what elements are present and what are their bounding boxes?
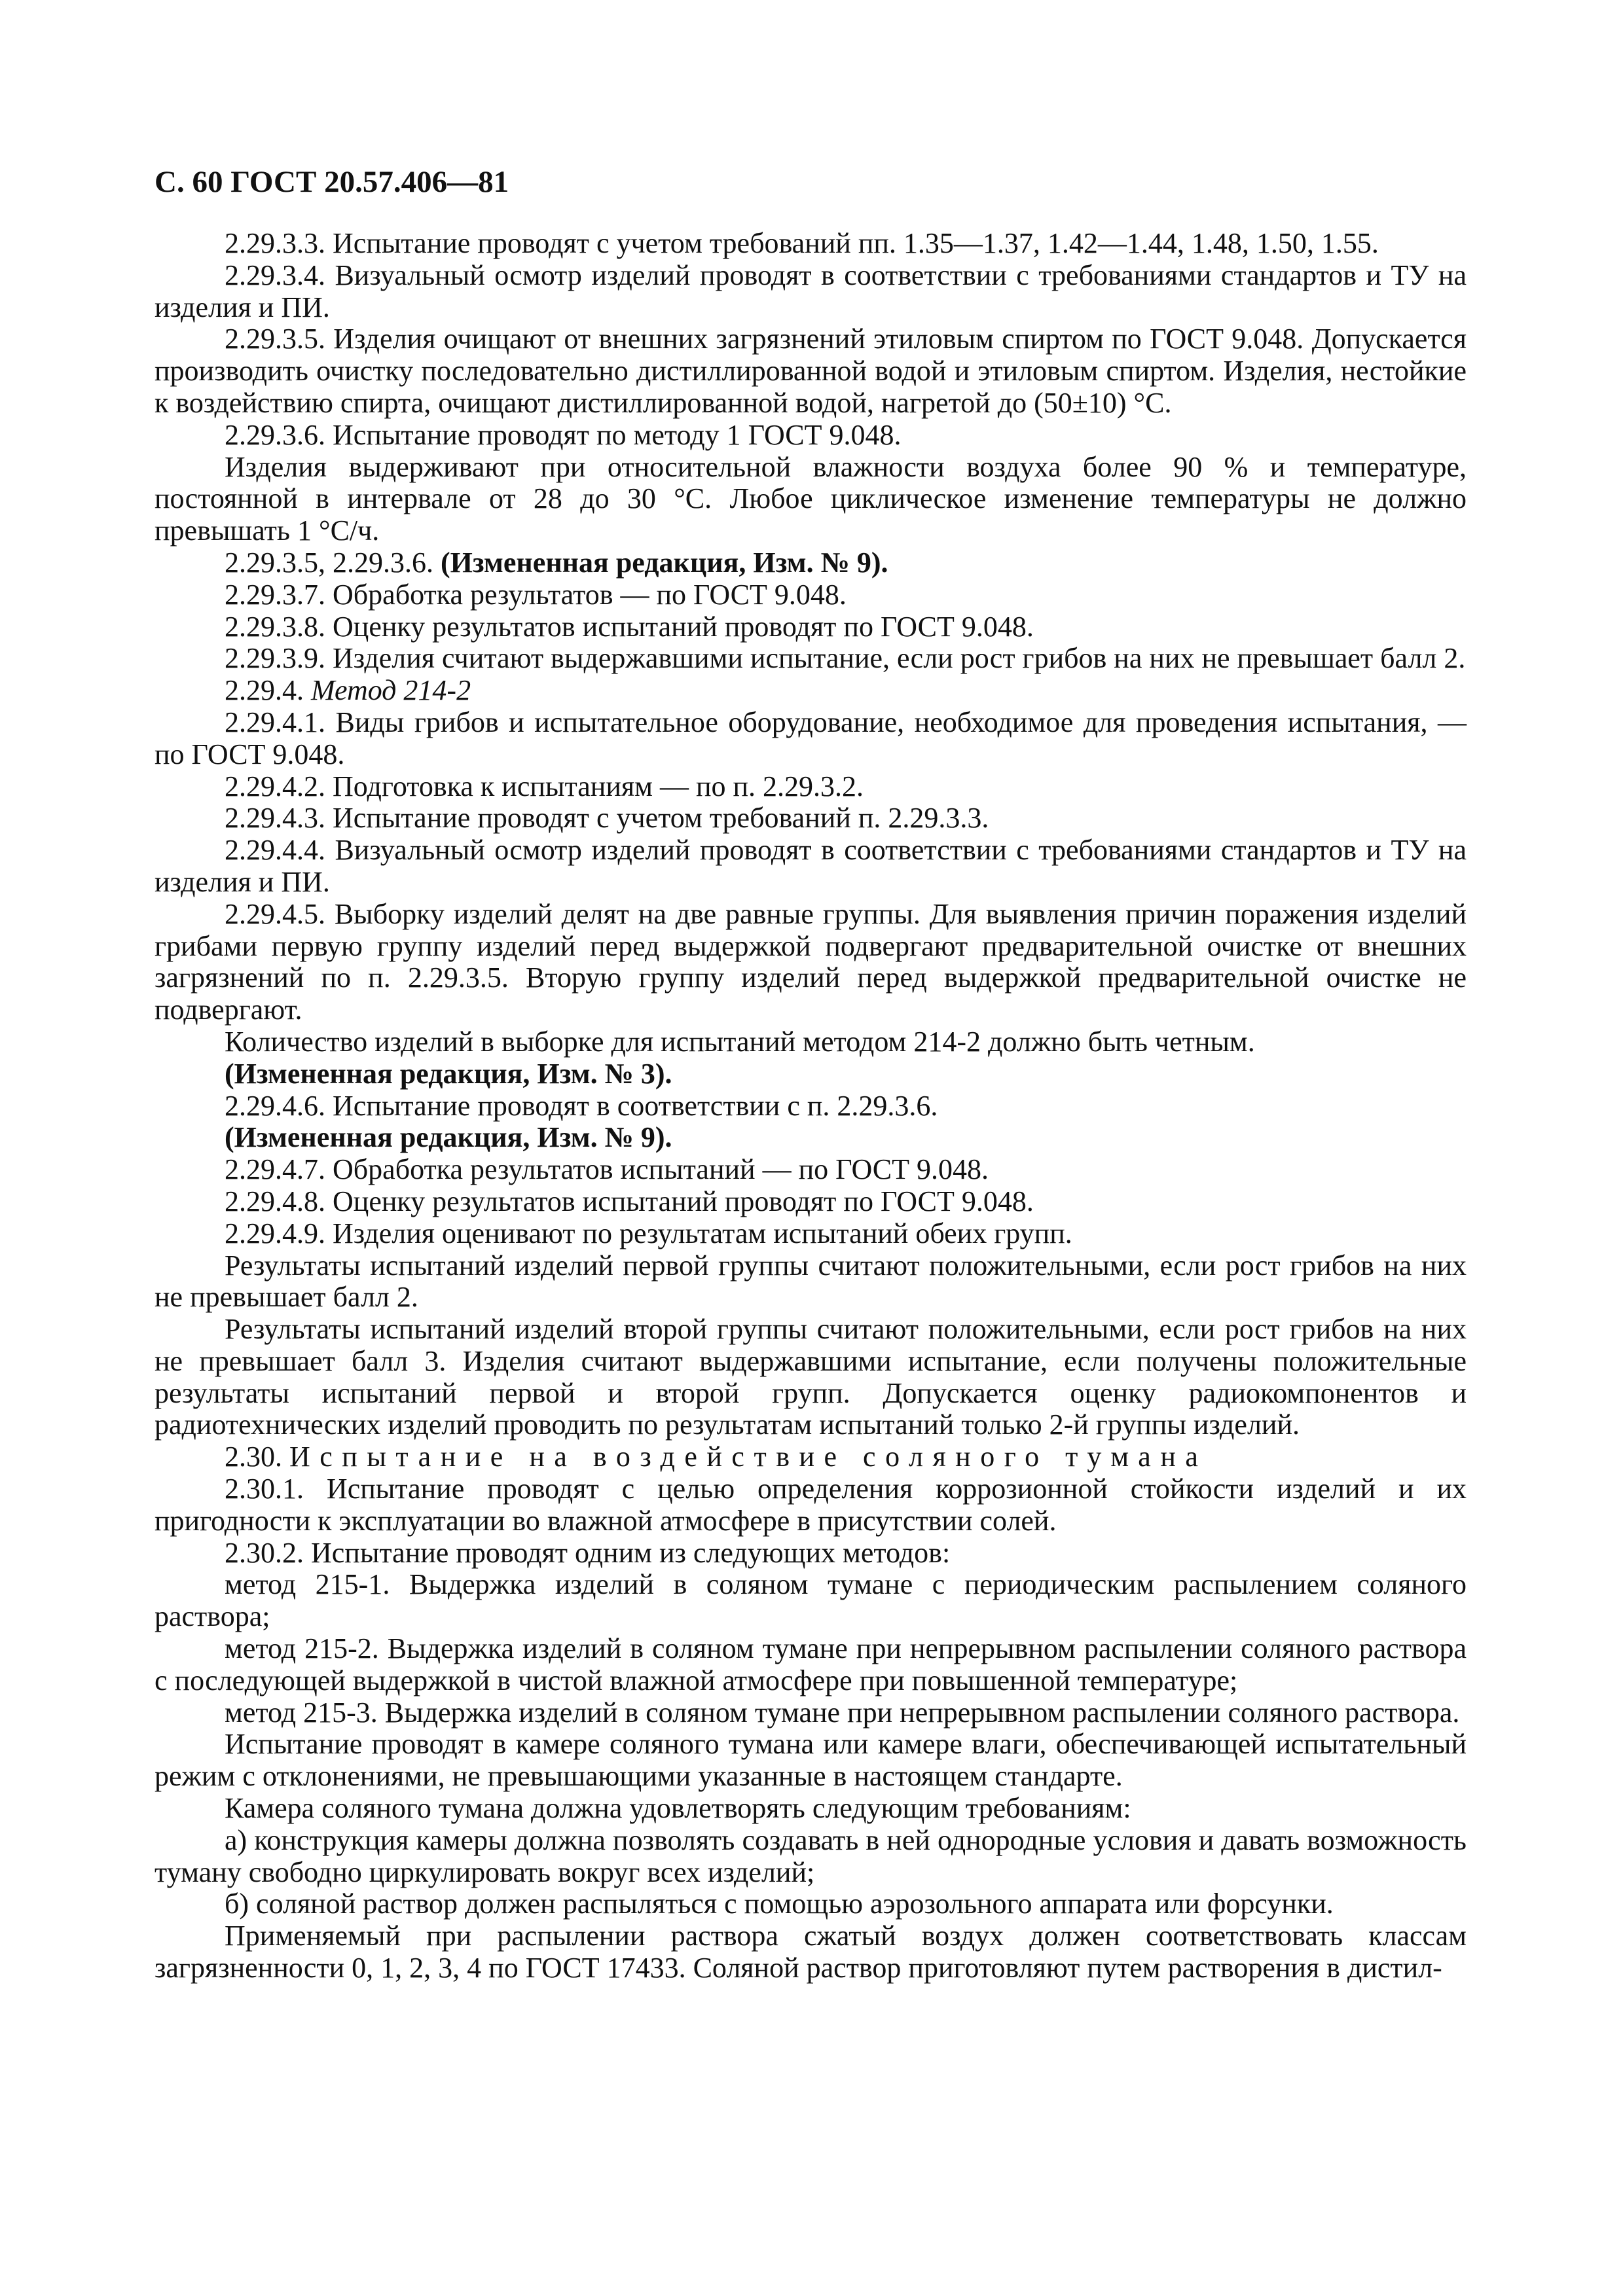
paragraph: 2.29.4.1. Виды грибов и испытательное оборудование, необходимое для проведения испытания, — по ГОСТ 9.048. (155, 706, 1467, 770)
method-title: Метод 214-2 (311, 674, 471, 707)
document-body (155, 228, 1467, 1984)
section-heading (155, 675, 1467, 707)
paragraph: 2.29.3.7. Обработка результатов — по ГОСТ 9.048. (225, 578, 847, 611)
paragraph: б) соляной раствор должен распыляться с помощью аэрозольного аппарата или форсунки. (225, 1888, 1334, 1920)
paragraph: а) конструкция камеры должна позволять создавать в ней однородные условия и давать возможность туману свободно циркулировать вокруг всех изделий; (155, 1823, 1467, 1888)
paragraph: 2.29.4.9. Изделия оценивают по результатам испытаний обеих групп. (225, 1217, 1072, 1249)
paragraph: Результаты испытаний изделий второй группы считают положительными, если рост грибов на них не превышает балл 3. Изделия считают выдержавшими испытание, если получены положительные результаты испытаний первой и второй групп. Допускается оценку радиокомпонентов и радиотехнических изделий проводить по результатам испытаний только 2-й группы изделий. (155, 1313, 1467, 1441)
paragraph: 2.29.4.3. Испытание проводят с учетом требований п. 2.29.3.3. (225, 802, 989, 834)
section-number: 2.29.4. (225, 674, 311, 707)
paragraph: 2.30.1. Испытание проводят с целью определения коррозионной стойкости изделий и их пригодности к эксплуатации во влажной атмосфере в присутствии солей. (155, 1473, 1467, 1537)
paragraph: 2.29.3.5. Изделия очищают от внешних загрязнений этиловым спиртом по ГОСТ 9.048. Допускается производить очистку последовательно дистиллированной водой и этиловым спиртом. Изделия, нестойкие к воздействию спирта, очищают дистиллированной водой, нагретой до (50±10) °С. (155, 323, 1467, 419)
amendment-ref: 2.29.3.5, 2.29.3.6. (225, 546, 441, 579)
paragraph: 2.29.4.6. Испытание проводят в соответствии с п. 2.29.3.6. (225, 1089, 938, 1122)
section-title: Испытание на воздействие соляного тумана (289, 1441, 1208, 1473)
paragraph: Количество изделий в выборке для испытаний методом 214-2 должно быть четным. (225, 1025, 1255, 1058)
paragraph: 2.30.2. Испытание проводят одним из следующих методов: (225, 1536, 951, 1569)
paragraph: 2.29.3.3. Испытание проводят с учетом требований пп. 1.35—1.37, 1.42—1.44, 1.48, 1.50, 1.55. (225, 227, 1379, 259)
paragraph: 2.29.3.6. Испытание проводят по методу 1 ГОСТ 9.048. (225, 418, 902, 451)
paragraph: 2.29.3.8. Оценку результатов испытаний проводят по ГОСТ 9.048. (225, 610, 1034, 643)
paragraph: 2.29.4.7. Обработка результатов испытаний — по ГОСТ 9.048. (225, 1153, 989, 1186)
amendment-label: (Измененная редакция, Изм. № 3). (225, 1057, 672, 1090)
paragraph: 2.29.4.5. Выборку изделий делят на две равные группы. Для выявления причин поражения изделий грибами первую группу изделий перед выдержкой подвергают предварительной очистке от внешних загрязнений по п. 2.29.3.5. Вторую группу изделий перед выдержкой предварительной очистке не подвергают. (155, 897, 1467, 1026)
paragraph: метод 215-2. Выдержка изделий в соляном тумане при непрерывном распылении соляного раствора с последующей выдержкой в чистой влажной атмосфере при повышенной температуре; (155, 1632, 1467, 1696)
paragraph: 2.29.3.4. Визуальный осмотр изделий проводят в соответствии с требованиями стандартов и ТУ на изделия и ПИ. (155, 259, 1467, 323)
amendment-label: (Измененная редакция, Изм. № 9). (441, 546, 888, 579)
paragraph: Результаты испытаний изделий первой группы считают положительными, если рост грибов на них не превышает балл 2. (155, 1249, 1467, 1314)
paragraph: 2.29.4.4. Визуальный осмотр изделий проводят в соответствии с требованиями стандартов и ТУ на изделия и ПИ. (155, 834, 1467, 898)
paragraph: 2.29.3.9. Изделия считают выдержавшими испытание, если рост грибов на них не превышает балл 2. (225, 642, 1466, 675)
paragraph: Изделия выдерживают при относительной влажности воздуха более 90 % и температуре, постоянной в интервале от 28 до 30 °С. Любое циклическое изменение температуры не должно превышать 1 °С/ч. (155, 450, 1467, 547)
paragraph: Применяемый при распылении раствора сжатый воздух должен соответствовать классам загрязненности 0, 1, 2, 3, 4 по ГОСТ 17433. Соляной раствор приготовляют путем растворения в дистил- (155, 1920, 1467, 1984)
paragraph: Испытание проводят в камере соляного тумана или камере влаги, обеспечивающей испытательный режим с отклонениями, не превышающими указанные в настоящем стандарте. (155, 1728, 1467, 1793)
section-heading (155, 1441, 1467, 1473)
paragraph: метод 215-1. Выдержка изделий в соляном тумане с периодическим распылением соляного раствора; (155, 1568, 1467, 1633)
amendment-label: (Измененная редакция, Изм. № 9). (225, 1121, 672, 1154)
amendment-note (155, 547, 1467, 579)
paragraph: Камера соляного тумана должна удовлетворять следующим требованиям: (225, 1792, 1131, 1825)
section-number: 2.30. (225, 1441, 289, 1473)
paragraph: 2.29.4.2. Подготовка к испытаниям — по п. 2.29.3.2. (225, 770, 864, 802)
paragraph: 2.29.4.8. Оценку результатов испытаний проводят по ГОСТ 9.048. (225, 1185, 1034, 1217)
page-header: С. 60 ГОСТ 20.57.406—81 (155, 165, 509, 199)
paragraph: метод 215-3. Выдержка изделий в соляном тумане при непрерывном распылении соляного раствора. (225, 1696, 1460, 1729)
amendment-note (155, 1058, 1467, 1090)
amendment-note (155, 1122, 1467, 1154)
